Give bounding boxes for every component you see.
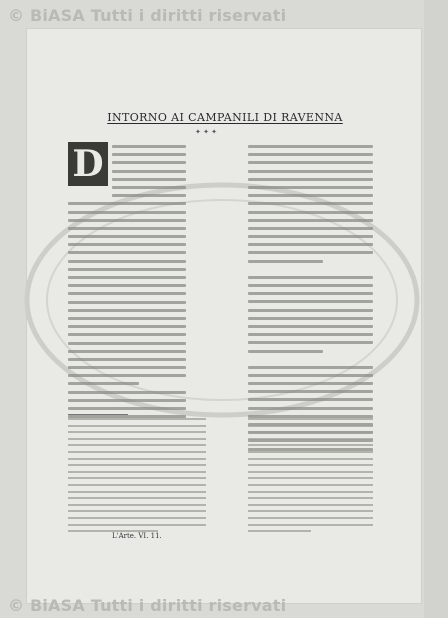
watermark-top: © BiASA Tutti i diritti riservati [8,6,287,25]
footnotes-right [248,418,373,537]
footnote-rule [68,414,128,415]
drop-cap: D [68,142,108,186]
scan-margin [424,0,448,618]
article-title: INTORNO AI CAMPANILI DI RAVENNA [107,111,343,124]
text-column-left [68,145,186,423]
title-ornament-icon: ✦ ✦ ✦ [195,128,218,136]
folio: L'Arte. VI. 11. [112,532,162,540]
text-column-right [248,145,373,456]
watermark-bottom: © BiASA Tutti i diritti riservati [8,596,287,615]
